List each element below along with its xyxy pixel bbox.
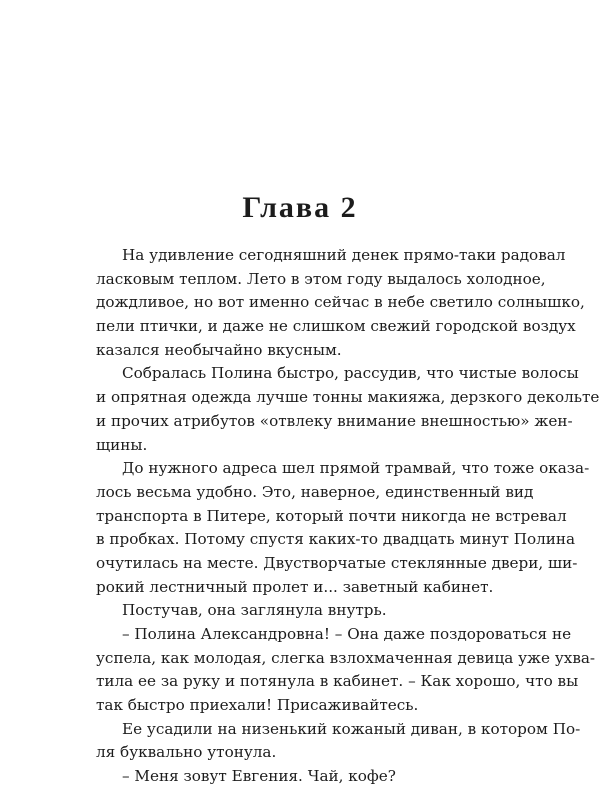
text-line: в пробках. Потому спустя каких-то двадцать минут Полина: [96, 530, 576, 549]
text-line: казался необычайно вкусным.: [96, 340, 342, 359]
text-line: лось весьма удобно. Это, наверное, единственный вид: [96, 482, 534, 501]
text-line: успела, как молодая, слегка взлохмаченная девица уже ухва-: [96, 648, 596, 667]
text-line: транспорта в Питере, который почти никогда не встревал: [96, 506, 567, 525]
text-line: Ее усадили на низенький кожаный диван, в котором По-: [122, 719, 581, 738]
text-line: ласковым теплом. Лето в этом году выдалось холодное,: [96, 269, 546, 288]
text-line: рокий лестничный пролет и... заветный кабинет.: [96, 577, 494, 596]
text-line: До нужного адреса шел прямой трамвай, что тоже оказа-: [122, 459, 590, 478]
text-line: На удивление сегодняшний денек прямо-таки радовал: [122, 246, 566, 264]
text-line: очутилась на месте. Двустворчатые стеклянные двери, ши-: [96, 553, 578, 572]
text-line: Собралась Полина быстро, рассудив, что чистые волосы: [122, 364, 579, 383]
text-line: пели птички, и даже не слишком свежий городской воздух: [96, 317, 576, 336]
text-line: тила ее за руку и потянула в кабинет. – Как хорошо, что вы: [96, 672, 579, 691]
text-line: дождливое, но вот именно сейчас в небе светило солнышко,: [96, 293, 585, 312]
text-line: и опрятная одежда лучше тонны макияжа, дерзкого декольте: [96, 388, 600, 407]
text-line: так быстро приехали! Присаживайтесь.: [96, 696, 419, 715]
chapter-title: Глава 2: [242, 191, 358, 224]
text-line: Постучав, она заглянула внутрь.: [122, 601, 387, 620]
text-line: ля буквально утонула.: [96, 743, 277, 762]
chapter-body: [96, 244, 600, 789]
text-line: и прочих атрибутов «отвлеку внимание внешностью» жен-: [96, 411, 573, 430]
text-line: – Меня зовут Евгения. Чай, кофе?: [122, 767, 396, 786]
text-line: – Полина Александровна! – Она даже поздороваться не: [122, 625, 572, 643]
text-line: щины.: [96, 435, 148, 454]
